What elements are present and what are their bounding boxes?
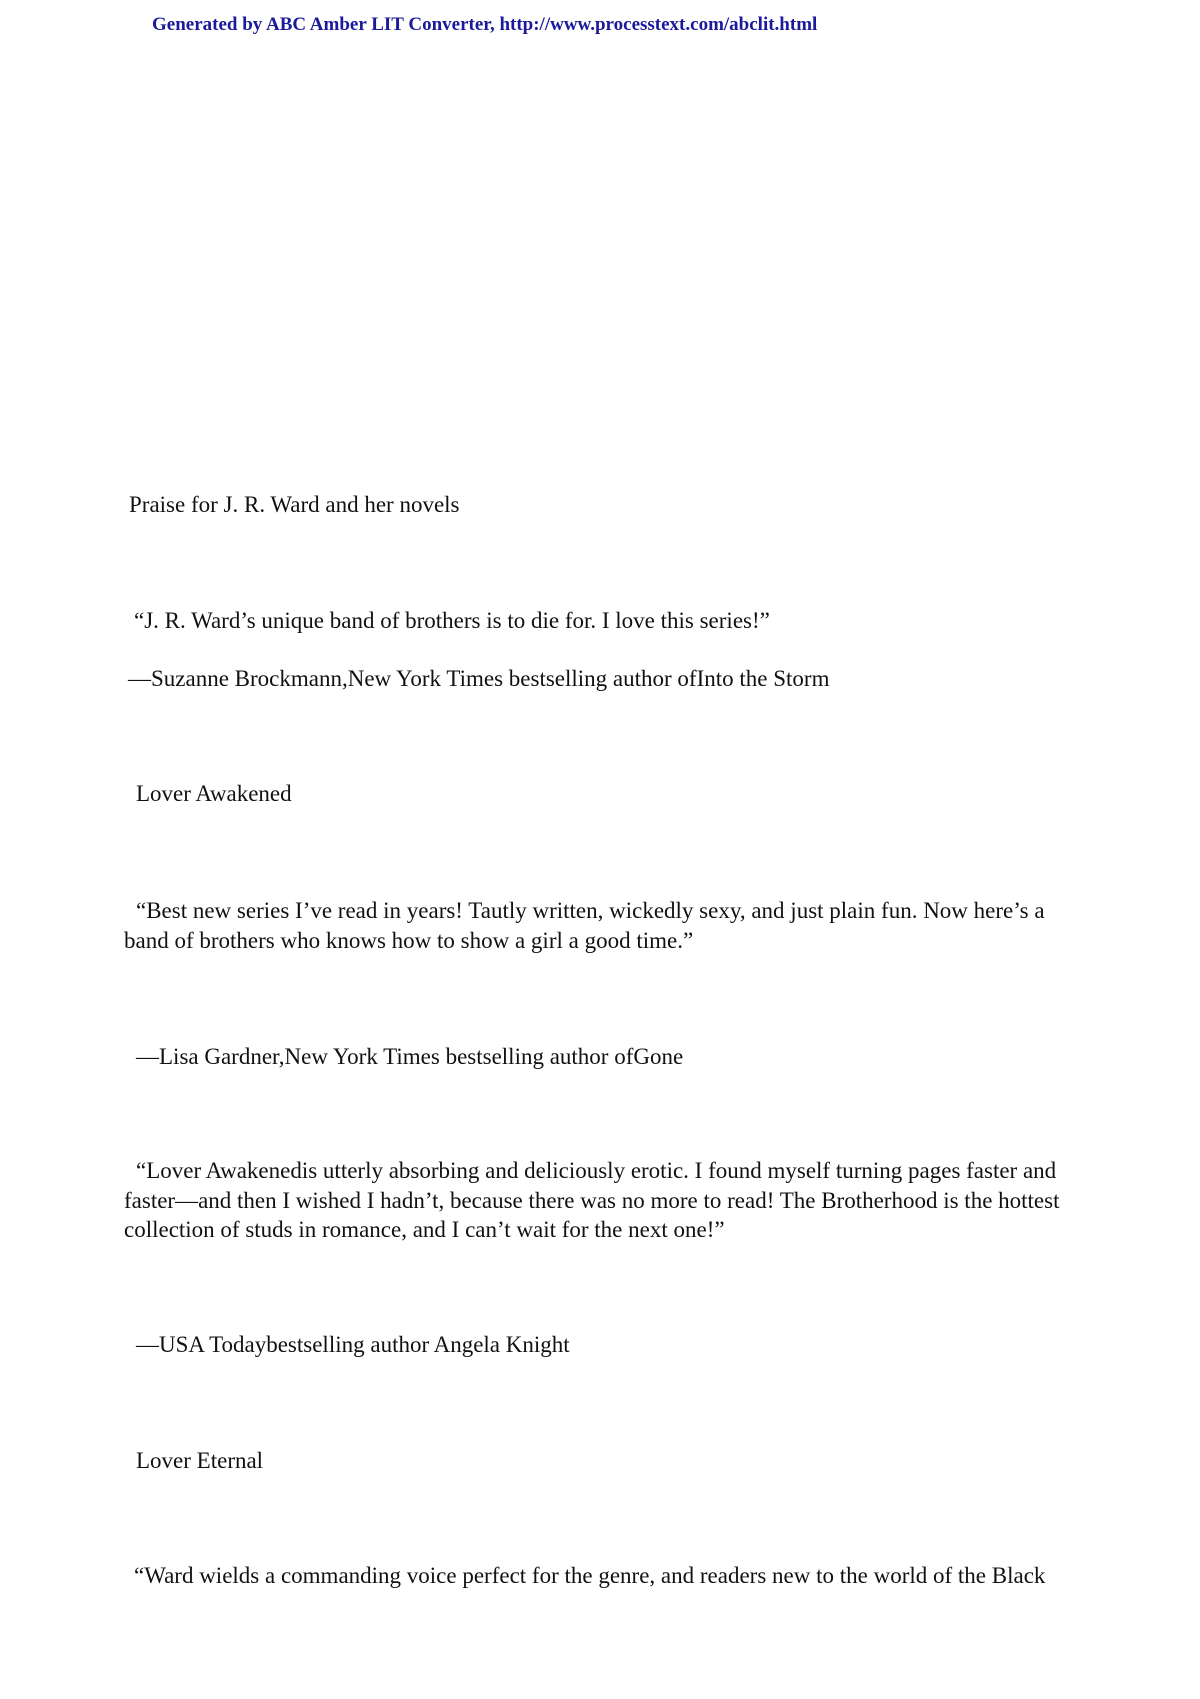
quote-3: “Lover Awakenedis utterly absorbing and deliciously erotic. I found myself turning pages faster and faster—and then I wished I hadn’t, because there was no more to read! The Brotherhood is the hottest collection of studs in romance, and I can’t wait for the next one!” [124, 1158, 1060, 1242]
attribution-3: —USA Todaybestselling author Angela Knight [136, 1332, 570, 1357]
quote-1: “J. R. Ward’s unique band of brothers is to die for. I love this series!” [134, 608, 770, 633]
quote-4: “Ward wields a commanding voice perfect for the genre, and readers new to the world of the Black [134, 1563, 1046, 1588]
attribution-2: —Lisa Gardner,New York Times bestselling author ofGone [136, 1044, 684, 1069]
attribution-1: —Suzanne Brockmann,New York Times bestselling author ofInto the Storm [128, 666, 830, 691]
praise-heading: Praise for J. R. Ward and her novels [129, 492, 460, 517]
section-title-lover-awakened: Lover Awakened [136, 781, 292, 806]
section-title-lover-eternal: Lover Eternal [136, 1448, 264, 1473]
converter-notice: Generated by ABC Amber LIT Converter, http://www.processtext.com/abclit.html [152, 14, 818, 35]
quote-2: “Best new series I’ve read in years! Tautly written, wickedly sexy, and just plain fun. Now here’s a band of brothers who knows how to show a girl a good time.” [124, 898, 1045, 953]
